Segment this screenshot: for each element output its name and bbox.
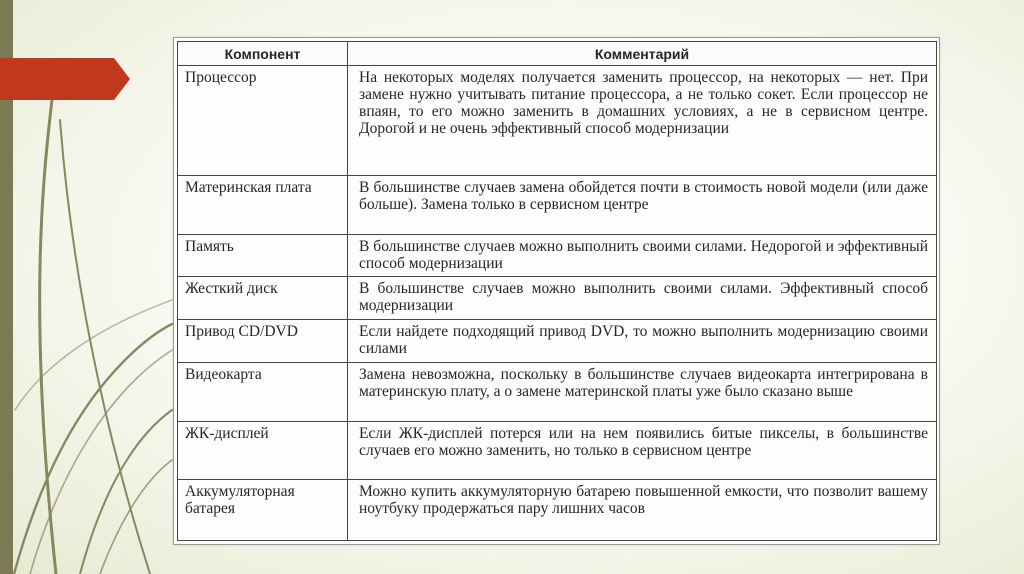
cell-component: Память xyxy=(178,234,348,276)
table-row xyxy=(178,277,937,319)
cell-component: ЖК-дисплей xyxy=(178,421,348,480)
cell-comment: В большинстве случаев можно выполнить своими силами. Недорогой и эффективный способ модернизации xyxy=(348,234,937,276)
cell-comment: В большинстве случаев замена обойдется почти в стоимость новой модели (или даже больше). Замена только в сервисном центре xyxy=(348,176,937,235)
header-component: Компонент xyxy=(178,42,348,66)
table-row xyxy=(178,234,937,276)
cell-comment: Если ЖК-дисплей потерся или на нем появились битые пикселы, в большинстве случаев его можно заменить, но только в сервисном центре xyxy=(348,421,937,480)
cell-comment: Можно купить аккумуляторную батарею повышенной емкости, что позволит вашему ноутбуку продержаться пару лишних часов xyxy=(348,480,937,541)
table-header-row xyxy=(178,42,937,66)
table-row xyxy=(178,421,937,480)
header-comment: Комментарий xyxy=(348,42,937,66)
cell-comment: Замена невозможна, поскольку в большинстве случаев видеокарта интегрирована в материнскую плату, а о замене материнской платы уже было сказано выше xyxy=(348,363,937,422)
table-row xyxy=(178,176,937,235)
arrow-icon xyxy=(0,58,130,100)
table-row xyxy=(178,66,937,176)
cell-comment: В большинстве случаев можно выполнить своими силами. Эффективный способ модернизации xyxy=(348,277,937,319)
cell-component: Жесткий диск xyxy=(178,277,348,319)
cell-component: Видеокарта xyxy=(178,363,348,422)
cell-component: Материнская плата xyxy=(178,176,348,235)
table-frame xyxy=(173,37,940,545)
cell-comment: На некоторых моделях получается заменить процессор, на некоторых — нет. При замене нужно учитывать питание процессора, а не только сокет. Если процессор не впаян, то его можно заменить в домашних условиях, а не в сервисном центре. Дорогой и не очень эффективный способ модернизации xyxy=(348,66,937,176)
decorative-curves xyxy=(14,100,172,574)
cell-component: Процессор xyxy=(178,66,348,176)
table-row xyxy=(178,363,937,422)
table-row xyxy=(178,319,937,362)
table-row xyxy=(178,480,937,541)
components-table xyxy=(177,41,937,541)
cell-component: Привод CD/DVD xyxy=(178,319,348,362)
cell-component: Аккумуляторная батарея xyxy=(178,480,348,541)
cell-comment: Если найдете подходящий привод DVD, то можно выполнить модернизацию своими силами xyxy=(348,319,937,362)
